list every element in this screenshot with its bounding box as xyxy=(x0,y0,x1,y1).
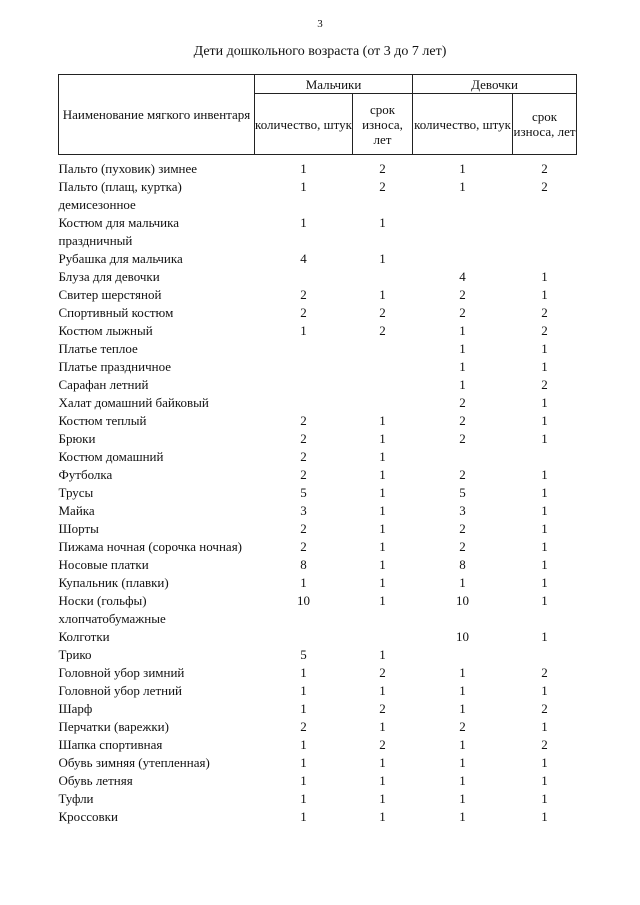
table-row xyxy=(59,268,577,286)
table-row xyxy=(59,556,577,574)
girls-wear-period-cell: 1 xyxy=(541,431,548,446)
table-row xyxy=(59,772,577,790)
table-row xyxy=(59,484,577,502)
item-name-cell: Головной убор зимний xyxy=(58,665,185,680)
boys-quantity-cell xyxy=(255,376,353,394)
girls-wear-period-cell: 1 xyxy=(541,575,548,590)
girls-quantity-cell xyxy=(413,646,513,664)
boys-quantity-cell xyxy=(255,394,353,412)
girls-quantity-cell: 2 xyxy=(459,305,466,320)
boys-wear-period-cell: 1 xyxy=(379,683,386,698)
boys-quantity-cell: 1 xyxy=(300,737,307,752)
girls-wear-period-cell: 2 xyxy=(541,323,548,338)
boys-wear-period-cell: 2 xyxy=(379,161,386,176)
boys-wear-period-cell: 1 xyxy=(379,719,386,734)
girls-wear-period-cell xyxy=(513,214,577,250)
boys-quantity-cell xyxy=(255,268,353,286)
boys-wear-period-cell: 1 xyxy=(379,791,386,806)
boys-quantity-cell: 10 xyxy=(297,593,310,608)
boys-quantity-cell xyxy=(255,358,353,376)
girls-wear-period-cell: 1 xyxy=(541,521,548,536)
boys-wear-period-cell: 1 xyxy=(379,431,386,446)
boys-quantity-cell: 1 xyxy=(300,683,307,698)
page-number: 3 xyxy=(317,18,323,30)
girls-quantity-cell: 2 xyxy=(459,431,466,446)
boys-wear-period-cell: 1 xyxy=(379,413,386,428)
item-name-cell: Носовые платки xyxy=(58,557,149,572)
girls-quantity-cell: 1 xyxy=(459,341,466,356)
item-name-cell: Пижама ночная (сорочка ночная) xyxy=(58,539,243,554)
boys-quantity-cell: 1 xyxy=(300,773,307,788)
girls-wear-period-cell: 2 xyxy=(541,701,548,716)
table-row xyxy=(59,502,577,520)
table-header xyxy=(59,75,577,155)
table-row xyxy=(59,736,577,754)
table-row xyxy=(59,376,577,394)
boys-wear-period-cell: 2 xyxy=(379,323,386,338)
boys-wear-period-cell: 2 xyxy=(379,305,386,320)
boys-wear-period-cell: 1 xyxy=(379,647,386,662)
boys-wear-period-cell: 1 xyxy=(379,485,386,500)
boys-quantity-cell: 1 xyxy=(300,179,307,194)
girls-wear-period-cell: 1 xyxy=(541,413,548,428)
boys-wear-period-cell xyxy=(353,394,413,412)
girls-quantity-cell: 2 xyxy=(459,413,466,428)
table-row xyxy=(59,466,577,484)
item-name-cell: Спортивный костюм xyxy=(58,305,174,320)
girls-quantity-cell xyxy=(413,250,513,268)
table-row xyxy=(59,682,577,700)
girls-quantity-cell xyxy=(413,448,513,466)
boys-wear-period-cell: 2 xyxy=(379,665,386,680)
girls-quantity-cell: 10 xyxy=(456,593,470,608)
girls-quantity-cell: 3 xyxy=(459,503,466,518)
item-name-cell: Рубашка для мальчика xyxy=(58,251,183,266)
boys-wear-period-cell: 1 xyxy=(379,575,386,590)
column-group-boys: Мальчики xyxy=(255,75,413,94)
item-name-cell: Шапка спортивная xyxy=(58,737,163,752)
boys-quantity-cell: 2 xyxy=(300,287,307,302)
boys-quantity-cell: 1 xyxy=(300,215,307,230)
girls-quantity-cell: 1 xyxy=(459,161,466,176)
column-header-girls-wear-period: срок износа, лет xyxy=(513,94,577,155)
table-row xyxy=(59,178,577,214)
girls-wear-period-cell: 1 xyxy=(541,755,548,770)
column-header-boys-wear-period: срок износа, лет xyxy=(353,94,413,155)
girls-quantity-cell xyxy=(413,214,513,250)
girls-quantity-cell: 4 xyxy=(459,269,466,284)
girls-quantity-cell: 1 xyxy=(459,359,466,374)
item-name-cell: Костюм лыжный xyxy=(58,323,153,338)
table-row xyxy=(59,718,577,736)
item-name-cell: Халат домашний байковый xyxy=(58,395,209,410)
girls-wear-period-cell: 1 xyxy=(541,341,548,356)
boys-wear-period-cell xyxy=(353,376,413,394)
item-name-cell: Пальто (плащ, куртка) демисезонное xyxy=(58,179,182,212)
girls-wear-period-cell: 1 xyxy=(541,503,548,518)
boys-quantity-cell: 1 xyxy=(300,701,307,716)
table-row xyxy=(59,628,577,646)
boys-wear-period-cell: 1 xyxy=(379,593,386,608)
table-row xyxy=(59,448,577,466)
item-name-cell: Шарф xyxy=(58,701,93,716)
boys-quantity-cell: 3 xyxy=(300,503,307,518)
boys-wear-period-cell xyxy=(353,628,413,646)
boys-quantity-cell: 1 xyxy=(300,161,307,176)
boys-wear-period-cell: 1 xyxy=(379,539,386,554)
girls-wear-period-cell: 2 xyxy=(541,161,548,176)
girls-wear-period-cell: 1 xyxy=(541,791,548,806)
boys-quantity-cell: 2 xyxy=(300,449,307,464)
boys-quantity-cell: 2 xyxy=(300,413,307,428)
girls-wear-period-cell: 1 xyxy=(541,269,548,284)
table-row xyxy=(59,592,577,628)
boys-wear-period-cell: 1 xyxy=(379,755,386,770)
item-name-cell: Брюки xyxy=(58,431,96,446)
boys-wear-period-cell xyxy=(353,340,413,358)
girls-wear-period-cell: 2 xyxy=(541,737,548,752)
table-row xyxy=(59,664,577,682)
boys-wear-period-cell xyxy=(353,268,413,286)
girls-quantity-cell: 2 xyxy=(459,719,466,734)
item-name-cell: Перчатки (варежки) xyxy=(58,719,169,734)
table-row xyxy=(59,646,577,664)
boys-quantity-cell: 5 xyxy=(300,647,307,662)
girls-quantity-cell: 1 xyxy=(459,809,466,824)
boys-quantity-cell: 5 xyxy=(300,485,307,500)
boys-quantity-cell: 1 xyxy=(300,665,307,680)
item-name-cell: Костюм теплый xyxy=(58,413,147,428)
table-row xyxy=(59,538,577,556)
girls-wear-period-cell: 1 xyxy=(541,467,548,482)
boys-quantity-cell: 2 xyxy=(300,539,307,554)
boys-quantity-cell: 4 xyxy=(300,251,307,266)
girls-quantity-cell: 8 xyxy=(459,557,466,572)
girls-quantity-cell: 1 xyxy=(459,179,466,194)
boys-wear-period-cell: 1 xyxy=(379,467,386,482)
boys-wear-period-cell xyxy=(353,358,413,376)
column-group-girls: Девочки xyxy=(413,75,577,94)
item-name-cell: Купальник (плавки) xyxy=(58,575,169,590)
item-name-cell: Сарафан летний xyxy=(58,377,149,392)
table-row xyxy=(59,250,577,268)
girls-wear-period-cell: 2 xyxy=(541,179,548,194)
boys-quantity-cell: 1 xyxy=(300,323,307,338)
item-name-cell: Трико xyxy=(58,647,92,662)
boys-wear-period-cell: 1 xyxy=(379,503,386,518)
boys-wear-period-cell: 1 xyxy=(379,215,386,230)
girls-wear-period-cell: 2 xyxy=(541,377,548,392)
boys-quantity-cell: 2 xyxy=(300,467,307,482)
girls-quantity-cell: 2 xyxy=(459,539,466,554)
table-row xyxy=(59,412,577,430)
page-title: Дети дошкольного возраста (от 3 до 7 лет) xyxy=(193,44,447,59)
table-row xyxy=(59,430,577,448)
girls-wear-period-cell: 2 xyxy=(541,305,548,320)
boys-quantity-cell: 2 xyxy=(300,431,307,446)
boys-wear-period-cell: 2 xyxy=(379,701,386,716)
boys-wear-period-cell: 1 xyxy=(379,809,386,824)
girls-wear-period-cell xyxy=(513,250,577,268)
girls-quantity-cell: 1 xyxy=(459,575,466,590)
item-name-cell: Шорты xyxy=(58,521,99,536)
girls-wear-period-cell: 1 xyxy=(541,485,548,500)
girls-wear-period-cell xyxy=(513,646,577,664)
boys-quantity-cell xyxy=(255,340,353,358)
boys-wear-period-cell: 1 xyxy=(379,773,386,788)
girls-quantity-cell: 1 xyxy=(459,737,466,752)
girls-quantity-cell: 2 xyxy=(459,395,466,410)
girls-wear-period-cell: 1 xyxy=(541,287,548,302)
item-name-cell: Платье теплое xyxy=(58,341,138,356)
column-header-item-name: Наименование мягкого инвентаря xyxy=(59,75,255,155)
boys-wear-period-cell: 1 xyxy=(379,251,386,266)
girls-wear-period-cell: 1 xyxy=(541,539,548,554)
column-header-boys-quantity: количество, штук xyxy=(255,94,353,155)
boys-quantity-cell: 2 xyxy=(300,521,307,536)
boys-wear-period-cell: 1 xyxy=(379,521,386,536)
table-row xyxy=(59,160,577,178)
girls-quantity-cell: 1 xyxy=(459,755,466,770)
girls-wear-period-cell: 2 xyxy=(541,665,548,680)
boys-quantity-cell: 8 xyxy=(300,557,307,572)
girls-quantity-cell: 10 xyxy=(456,629,470,644)
boys-wear-period-cell: 1 xyxy=(379,449,386,464)
item-name-cell: Костюм для мальчика праздничный xyxy=(58,215,179,248)
item-name-cell: Костюм домашний xyxy=(58,449,164,464)
item-name-cell: Трусы xyxy=(58,485,94,500)
girls-wear-period-cell: 1 xyxy=(541,629,548,644)
table-row xyxy=(59,754,577,772)
boys-wear-period-cell: 1 xyxy=(379,287,386,302)
girls-quantity-cell: 2 xyxy=(459,287,466,302)
girls-wear-period-cell: 1 xyxy=(541,359,548,374)
table-body xyxy=(59,155,577,827)
item-name-cell: Туфли xyxy=(58,791,94,806)
girls-quantity-cell: 1 xyxy=(459,323,466,338)
girls-quantity-cell: 1 xyxy=(459,665,466,680)
boys-wear-period-cell: 1 xyxy=(379,557,386,572)
girls-wear-period-cell: 1 xyxy=(541,719,548,734)
table-row xyxy=(59,700,577,718)
boys-wear-period-cell: 2 xyxy=(379,737,386,752)
item-name-cell: Колготки xyxy=(58,629,110,644)
girls-wear-period-cell xyxy=(513,448,577,466)
table-row xyxy=(59,520,577,538)
girls-quantity-cell: 1 xyxy=(459,683,466,698)
girls-quantity-cell: 2 xyxy=(459,521,466,536)
boys-quantity-cell: 1 xyxy=(300,755,307,770)
item-name-cell: Свитер шерстяной xyxy=(58,287,162,302)
item-name-cell: Майка xyxy=(58,503,95,518)
girls-quantity-cell: 1 xyxy=(459,701,466,716)
column-header-girls-quantity: количество, штук xyxy=(413,94,513,155)
boys-quantity-cell: 1 xyxy=(300,791,307,806)
item-name-cell: Головной убор летний xyxy=(58,683,182,698)
girls-quantity-cell: 1 xyxy=(459,773,466,788)
table-row xyxy=(59,304,577,322)
girls-wear-period-cell: 1 xyxy=(541,395,548,410)
girls-wear-period-cell: 1 xyxy=(541,773,548,788)
girls-quantity-cell: 2 xyxy=(459,467,466,482)
item-name-cell: Носки (гольфы) хлопчатобумажные xyxy=(58,593,166,626)
girls-quantity-cell: 1 xyxy=(459,791,466,806)
boys-quantity-cell: 2 xyxy=(300,719,307,734)
table-row xyxy=(59,574,577,592)
table-row xyxy=(59,340,577,358)
table-row xyxy=(59,790,577,808)
table-row xyxy=(59,808,577,826)
table-row xyxy=(59,394,577,412)
item-name-cell: Обувь зимняя (утепленная) xyxy=(58,755,210,770)
inventory-table xyxy=(58,74,577,826)
girls-quantity-cell: 1 xyxy=(459,377,466,392)
item-name-cell: Кроссовки xyxy=(58,809,118,824)
girls-quantity-cell: 5 xyxy=(459,485,466,500)
girls-wear-period-cell: 1 xyxy=(541,593,548,608)
girls-wear-period-cell: 1 xyxy=(541,683,548,698)
item-name-cell: Пальто (пуховик) зимнее xyxy=(58,161,198,176)
boys-wear-period-cell: 2 xyxy=(379,179,386,194)
table-row xyxy=(59,358,577,376)
item-name-cell: Футболка xyxy=(58,467,113,482)
item-name-cell: Платье праздничное xyxy=(58,359,172,374)
boys-quantity-cell xyxy=(255,628,353,646)
table-row xyxy=(59,214,577,250)
girls-wear-period-cell: 1 xyxy=(541,557,548,572)
boys-quantity-cell: 1 xyxy=(300,575,307,590)
item-name-cell: Блуза для девочки xyxy=(58,269,160,284)
boys-quantity-cell: 1 xyxy=(300,809,307,824)
girls-wear-period-cell: 1 xyxy=(541,809,548,824)
table-row xyxy=(59,286,577,304)
table-row xyxy=(59,322,577,340)
boys-quantity-cell: 2 xyxy=(300,305,307,320)
item-name-cell: Обувь летняя xyxy=(58,773,133,788)
